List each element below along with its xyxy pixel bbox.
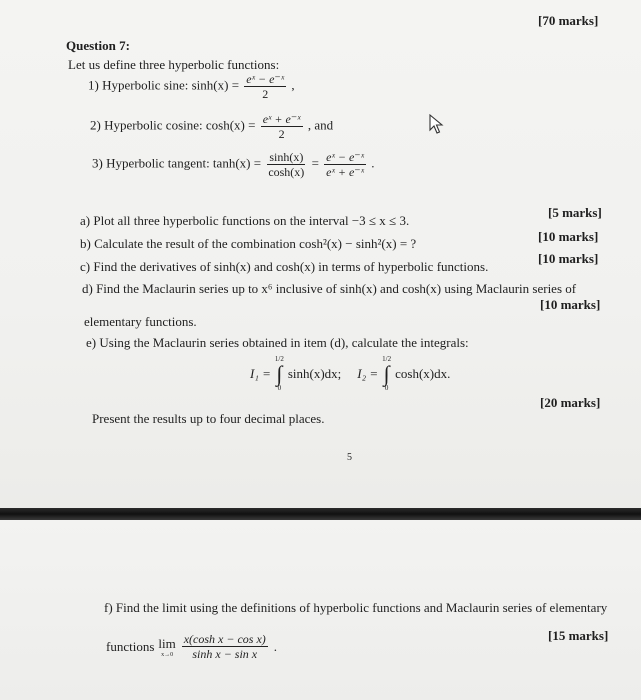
limit-numerator: x(cosh x − cos x) [183, 632, 266, 646]
limit-subscript: x→0 [161, 651, 174, 658]
integral-i2-sign: 1/2 ∫ 0 [382, 355, 392, 392]
item-a-marks: [5 marks] [548, 205, 602, 220]
item-c-marks: [10 marks] [538, 251, 599, 266]
integral-i1-sign: 1/2 ∫ 0 [274, 355, 284, 392]
integrals-row [250, 356, 450, 392]
function-cosh-definition [90, 112, 333, 141]
integral-i2-body: cosh(x)dx. [395, 366, 451, 381]
question-title: Question 7: [66, 38, 130, 53]
item-f-text-line1: f) Find the limit using the definitions of hyperbolic functions and Maclaurin series of elementary [104, 600, 608, 615]
item-d-marks: [10 marks] [540, 297, 601, 312]
mouse-cursor-icon [428, 113, 444, 135]
item-f-limit-expression [106, 632, 277, 661]
tanh-equals: = [311, 155, 319, 171]
integral-i1-body: sinh(x)dx; [287, 366, 342, 381]
cosh-fraction [261, 112, 303, 141]
item-e-text: e) Using the Maclaurin series obtained in item (d), calculate the integrals: [86, 335, 469, 350]
limit-denominator: sinh x − sin x [192, 647, 258, 661]
item-a-text: a) Plot all three hyperbolic functions on the interval −3 ≤ x ≤ 3. [80, 213, 410, 228]
exam-page-bottom [0, 520, 641, 700]
function-sinh-definition [88, 72, 295, 101]
item-b-text: b) Calculate the result of the combination cosh²(x) − sinh²(x) = ? [80, 236, 417, 251]
intro-text: Let us define three hyperbolic functions: [68, 57, 280, 72]
integral-i1-upper: 1/2 [274, 355, 284, 363]
item-d-text-line2: elementary functions. [84, 314, 197, 329]
integral-i2-upper: 1/2 [382, 355, 392, 363]
limit-operator [158, 636, 175, 658]
cosh-suffix: , and [307, 117, 334, 133]
item-d-text-line1: d) Find the Maclaurin series up to x⁶ inclusive of sinh(x) and cosh(x) using Maclaurin series of [82, 281, 577, 296]
total-marks: [70 marks] [538, 13, 599, 28]
function-sinh-label: 1) Hyperbolic sine: sinh(x) = [88, 77, 240, 93]
limit-suffix: . [273, 638, 278, 654]
integral-i1-lhs: I₁ = [250, 366, 271, 381]
function-tanh-label: 3) Hyperbolic tangent: tanh(x) = [92, 155, 262, 171]
cosh-denominator: 2 [278, 127, 285, 141]
tanh-denominator-1: cosh(x) [268, 165, 305, 179]
tanh-fraction-2 [324, 150, 366, 179]
cosh-numerator: eˣ + e⁻ˣ [262, 112, 301, 126]
sinh-denominator: 2 [262, 87, 269, 101]
function-tanh-definition [92, 150, 375, 179]
tanh-numerator-2: eˣ − e⁻ˣ [326, 150, 365, 164]
page-separator [0, 508, 641, 520]
present-marks: [20 marks] [540, 395, 601, 410]
integral-i2-lower: 0 [384, 384, 389, 392]
present-text: Present the results up to four decimal places. [92, 411, 325, 426]
limit-fraction [182, 632, 268, 661]
limit-label: lim [158, 635, 176, 651]
sinh-fraction [244, 72, 286, 101]
tanh-denominator-2: eˣ + e⁻ˣ [326, 165, 365, 179]
tanh-suffix: . [371, 155, 375, 171]
sinh-numerator: eˣ − e⁻ˣ [246, 72, 285, 86]
function-cosh-label: 2) Hyperbolic cosine: cosh(x) = [90, 117, 256, 133]
integral-i1-lower: 0 [277, 384, 282, 392]
tanh-fraction-1 [266, 150, 306, 179]
item-f-marks: [15 marks] [548, 628, 609, 643]
item-f-prefix: functions [106, 638, 155, 654]
item-c-text: c) Find the derivatives of sinh(x) and cosh(x) in terms of hyperbolic functions. [80, 259, 489, 274]
tanh-numerator-1: sinh(x) [269, 150, 304, 164]
integral-i2-lhs: I₂ = [357, 366, 379, 381]
sinh-suffix: , [291, 77, 295, 93]
item-b-marks: [10 marks] [538, 229, 599, 244]
page-number: 5 [347, 452, 352, 463]
